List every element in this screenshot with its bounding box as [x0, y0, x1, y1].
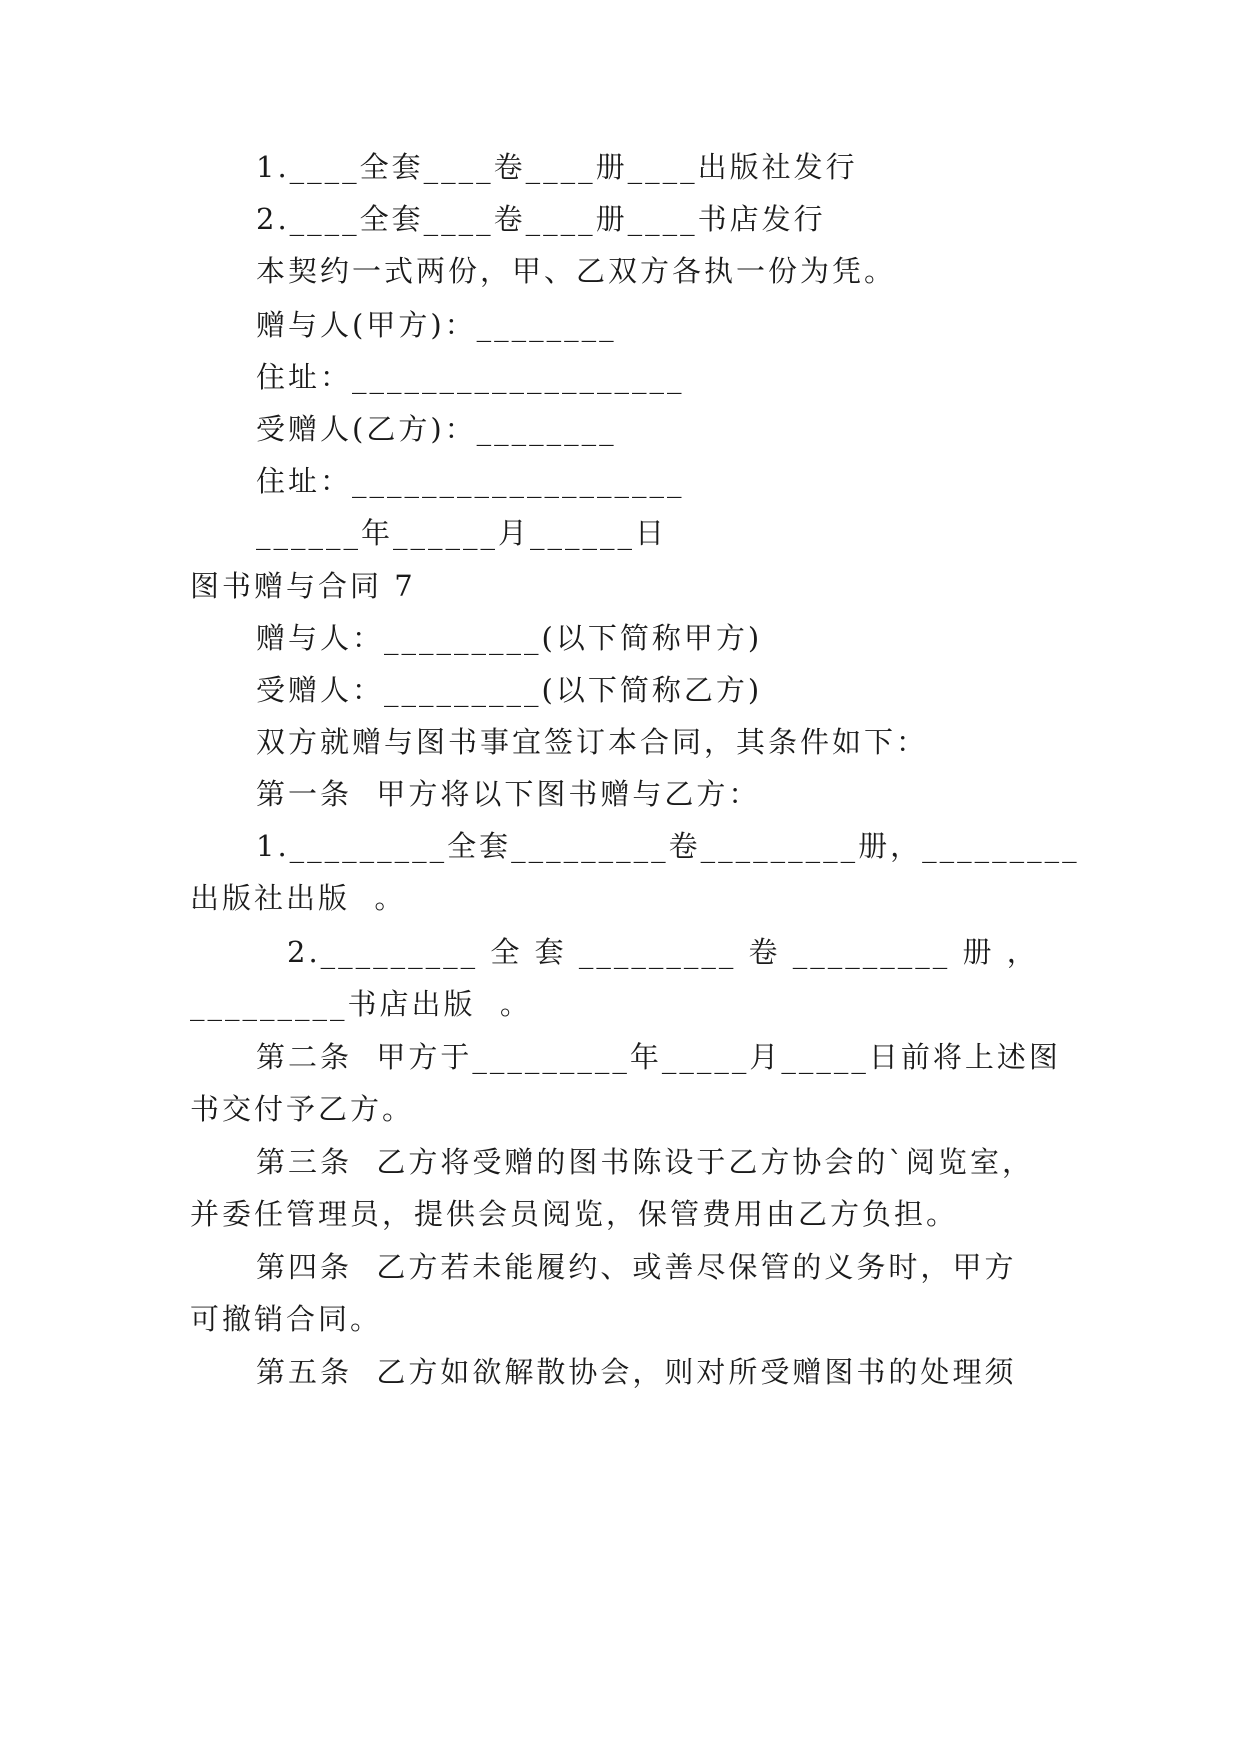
donation-item-1: 1.____全套____卷____册____出版社发行: [256, 150, 858, 184]
donation-item-2: 2.____全套____卷____册____书店发行: [256, 202, 826, 236]
article-4: 第四条 乙方若未能履约、或善尽保管的义务时，甲方: [256, 1250, 1017, 1284]
article-3-cont: 并委任管理员，提供会员阅览，保管费用由乙方负担。: [190, 1197, 959, 1231]
article-1-item-1-cont: 出版社出版 。: [190, 881, 407, 915]
donee-field: 受赠人(乙方)：________: [256, 412, 617, 446]
contract-heading: 图书赠与合同 7: [190, 569, 416, 603]
article-2-cont: 书交付予乙方。: [190, 1092, 415, 1126]
donor-address-field: 住址：___________________: [256, 360, 685, 394]
donee-line: 受赠人：_________(以下简称乙方): [256, 673, 763, 707]
donee-address-field: 住址：___________________: [256, 464, 685, 498]
article-5: 第五条 乙方如欲解散协会，则对所受赠图书的处理须: [256, 1355, 1017, 1389]
copies-clause: 本契约一式两份，甲、乙双方各执一份为凭。: [256, 254, 897, 288]
donor-line: 赠与人：_________(以下简称甲方): [256, 621, 763, 655]
preamble: 双方就赠与图书事宜签订本合同，其条件如下：: [256, 725, 929, 759]
article-4-cont: 可撤销合同。: [190, 1302, 383, 1336]
article-1-item-1: 1._________全套_________卷_________册，_________: [256, 829, 1080, 863]
donor-field: 赠与人(甲方)：________: [256, 308, 617, 342]
article-1: 第一条 甲方将以下图书赠与乙方：: [256, 777, 761, 811]
article-3: 第三条 乙方将受赠的图书陈设于乙方协会的`阅览室，: [256, 1145, 1034, 1179]
date-field: ______年______月______日: [256, 516, 668, 550]
article-2: 第二条 甲方于_________年_____月_____日前将上述图: [256, 1040, 1061, 1074]
article-1-item-2-cont: _________书店出版 。: [190, 987, 532, 1021]
article-1-item-2: 2._________ 全 套 _________ 卷 _________ 册 ，: [287, 935, 1039, 969]
